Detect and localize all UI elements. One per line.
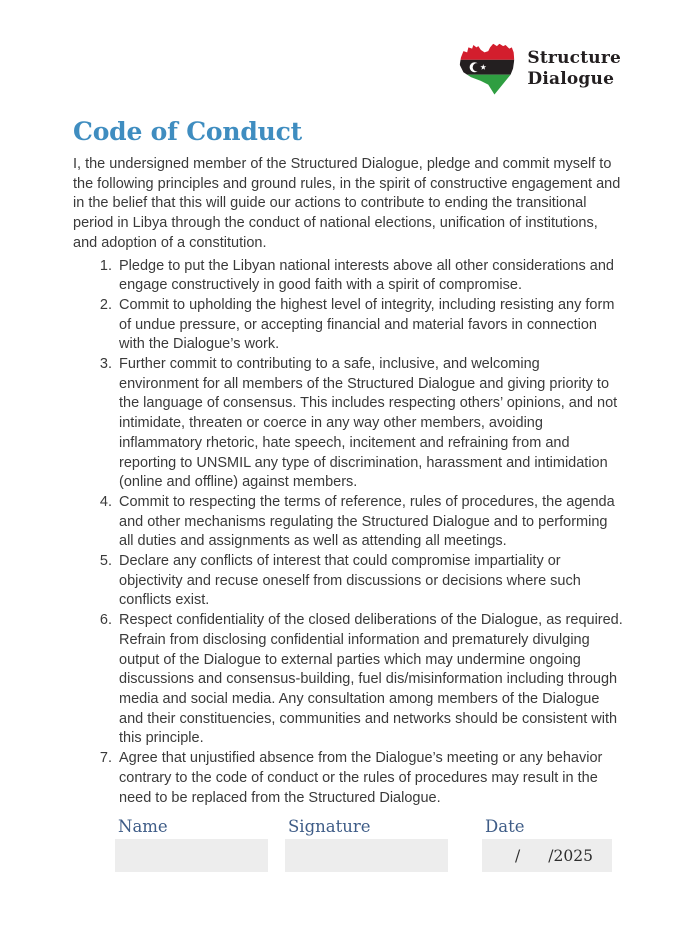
name-input[interactable] [115, 839, 268, 872]
signature-label: Signature [288, 817, 371, 837]
date-input[interactable] [482, 839, 612, 872]
list-item-3: 3. Further commit to contributing to a safe, inclusive, and welcoming environment for all members of the Structured Dialogue and giving priority to the language of consensus. This includes respecting others’ opinions, and not intimidate, threaten or coerce in any way other members, avoiding inflammatory rhetoric, hate speech, incitement and refraining from and reporting to UNSMIL any type of discrimination, harassment and intimidation (online and offline) against members. [116, 355, 623, 493]
list-item-6: 6. Respect confidentiality of the closed deliberations of the Dialogue, as required. Refrain from disclosing confidential information and prematurely divulging output of the Dialogue to external parties which may undermine ongoing discussions and consensus-building, fuel dis/misinformation including through media and social media. Any consultation among members of the Dialogue and their constituencies, communities and networks should be consistent with this principle. [116, 611, 623, 749]
intro-paragraph: I, the undersigned member of the Structured Dialogue, pledge and commit myself to the following principles and ground rules, in the spirit of constructive engagement and in the belief that this will guide our actions to contribute to ending the transitional period in Libya through the conduct of national elections, unification of institutions, and adoption of a constitution. [73, 156, 621, 251]
logo-text [527, 48, 621, 90]
signature-input[interactable] [285, 839, 448, 872]
logo-text-line2: Dialogue [527, 68, 615, 89]
date-separator-1: / [515, 846, 521, 865]
list-item-4: 4. Commit to respecting the terms of reference, rules of procedures, the agenda and other mechanisms regulating the Structured Dialogue and to performing all duties and assignments as well as attending all meetings. [116, 493, 623, 552]
libya-flag-map-icon [456, 41, 518, 96]
date-year: 2025 [553, 846, 593, 865]
name-label: Name [118, 817, 168, 837]
date-label: Date [485, 817, 525, 837]
signature-form [115, 817, 623, 872]
principles-list [73, 257, 623, 809]
list-item-1: 1. Pledge to put the Libyan national interests above all other considerations and engage constructively in good faith with a spirit of compromise. [116, 257, 623, 296]
date-field [482, 817, 612, 872]
list-item-5: 5. Declare any conflicts of interest that could compromise impartiality or objectivity and recuse oneself from discussions or decisions where such conflicts exist. [116, 552, 623, 611]
list-item-7: 7. Agree that unjustified absence from the Dialogue’s meeting or any behavior contrary to the code of conduct or the rules of procedures may result in the need to be replaced from the Structured Dialogue. [116, 749, 623, 808]
logo-text-line1: Structure [527, 47, 621, 68]
name-field [115, 817, 268, 872]
date-separator-2: / [548, 846, 554, 865]
page-title: Code of Conduct [73, 117, 302, 146]
signature-field [285, 817, 448, 872]
logo [456, 41, 621, 96]
document-content [73, 117, 623, 872]
list-item-2: 2. Commit to upholding the highest level of integrity, including resisting any form of undue pressure, or accepting financial and material favors in connection with the Dialogue’s work. [116, 296, 623, 355]
